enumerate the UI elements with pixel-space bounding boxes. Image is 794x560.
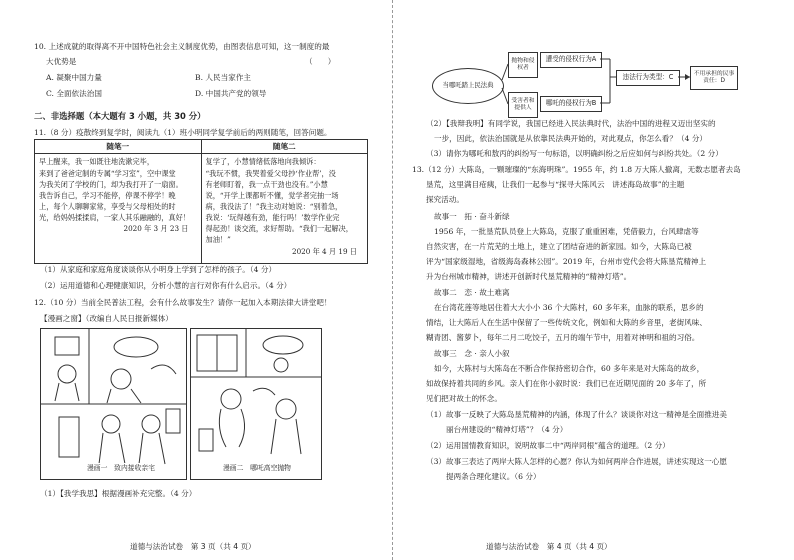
note1-line: 为我关闭了学校的门，却为我打开了一扇窗。: [39, 179, 183, 189]
note2-line: 复学了，小慧情绪低落地向我倾诉：: [205, 157, 321, 167]
note1-title: 随笔一: [35, 140, 202, 154]
note1-line: 上，每个人聊聊家常，享受与父母相处的时: [39, 202, 176, 212]
q10-option-a[interactable]: A. 凝聚中国力量: [46, 73, 102, 82]
story2-line: 糊青团、酱萝卜，每年二月二吃饺子，五月的端午节中，用着对神明和祖的习俗。: [426, 333, 700, 342]
q13-sub2: （2）运用国情教育知识，说明故事二中“两岸同根”蕴含的道理。（2 分）: [426, 441, 670, 450]
note2-line: 我说：‘玩得越有劲，能行吗！’数学作业完: [205, 213, 340, 223]
q13-sub1-cont: 丽台州建设的“精神灯塔”？（4 分）: [446, 425, 568, 434]
diagram-left-label: 遭受的侵权行为A: [540, 52, 602, 68]
q10-answer-paren: （ ）: [305, 57, 336, 66]
comic-panel-1-drawing: [41, 329, 186, 479]
q13-stem-line3: 探究活动。: [426, 195, 464, 204]
q12-comic-title: 【漫画之窗】（改编自人民日报新媒体）: [40, 314, 173, 323]
note1-date: 2020 年 3 月 23 日: [123, 224, 189, 234]
right-footer: 道德与法治试卷 第 4 页（共 4 页）: [486, 542, 612, 551]
q13-stem-line2: 垦荒，这里满目疮痍，让我们一起参与“探寻大陈风云 讲述海岛故事”的主题: [426, 180, 685, 189]
diagram-middle-box: 违法行为类型：C: [616, 70, 680, 86]
note2-line: 得起劲！谈交流，求好帮助。“我们一起解决，: [205, 224, 353, 234]
diagram-connectors: [400, 0, 794, 130]
note2-line: “我玩不惯，我哭着爱父母抄‘作业帮’，没: [205, 168, 336, 178]
q13-sub1: （1）故事一反映了大陈岛垦荒精神的内涵，体现了什么？谈谈你对这一精神是全面推进美: [426, 410, 727, 419]
story3-line: 如故保持着共同的乡风。亲人们在你小叙时说：我们已在近期见面的 20 多年了，所: [426, 379, 707, 388]
q12-stem: 12.（10 分）当前全民普法工程，会有什么故事发生？请你一起加入本期法律大讲堂吧！: [34, 298, 332, 307]
comic-panel-2-drawing: [191, 329, 321, 479]
diagram-lower-label: 哪吒的侵权行为B: [540, 96, 602, 112]
diagram-right-box: 不用承担的民事责任：D: [690, 66, 738, 90]
q10-option-d[interactable]: D. 中国共产党的领导: [195, 89, 267, 98]
q13-sub3: （3）故事三表达了两岸大陈人怎样的心愿？你认为如何两岸合作进展，讲述实现这一心愿: [426, 457, 727, 466]
panel2-caption: 漫画二 哪吒高空抛物: [223, 464, 291, 472]
q11-stem: 11.（8 分）疫散终到复学时，阅读九（1）班小明同学复学前后的两则随笔，回答问题。: [34, 128, 332, 137]
story2-title: 故事二 恋 · 故土难离: [434, 288, 510, 297]
q12-sub2-line1: （2）【我辩我明】有同学说，我国已经进入民法典时代，法治中国的进程又迈出坚实的: [426, 119, 716, 128]
note1-line: 我告诉自己，学习不能停，停课不停学！晚: [39, 190, 176, 200]
panel1-caption: 漫画一 致内接收亲宅: [87, 464, 155, 472]
diagram-center-oval: 当哪吒踏上民法典: [432, 68, 504, 104]
q10-option-c[interactable]: C. 全面依法治国: [46, 89, 102, 98]
q12-sub2-line2: 一步，因此，依法治国就是从依靠民法典开始的，对此观点，你怎么看？（4 分）: [434, 134, 708, 143]
story3-line: 如今，大陈村与大陈岛在不断合作保持密切合作，60 多年来是对大陈岛的故乡，: [434, 364, 705, 373]
right-page: [400, 0, 794, 560]
diagram-top-box: 抛物和侵权者: [508, 52, 538, 78]
story2-line: 情结，让大陈后人在生活中保留了一些传统文化，例如和大陈的乡音里，老街风味、: [426, 318, 707, 327]
note2-line: 有老师盯着，我一点干劲也没有。”小慧: [205, 179, 328, 189]
story1-line: 升为台州城市精神，讲述开创新时代垦荒精神的“精神灯塔”。: [426, 272, 632, 281]
story3-line: 见们把对故土的怀念。: [426, 394, 502, 403]
q12-sub3: （3）请你为哪吒和敖丙的纠纷写一句标语，以明确纠纷之后应如何与纠纷共处。（2 分）: [426, 149, 723, 158]
note2-date: 2020 年 4 月 19 日: [292, 246, 357, 256]
q11-sub1: （1）从家庭和家庭角度谈谈你从小明身上学到了怎样的孩子。（4 分）: [40, 265, 277, 274]
q10-stem-line2: 大优势是: [46, 57, 77, 66]
note2-title: 随笔二: [201, 140, 368, 154]
diagram-bottom-box: 受害者和提供人: [508, 92, 538, 118]
note2-line: 说，“开学上课都听不懂，觉学者完抽一场: [205, 190, 339, 200]
note1-line: 早上醒来，我一如既往地洗漱完毕，: [39, 157, 155, 167]
note2-line: 病，我没法了！”我主动对她说：“别着急，: [205, 202, 343, 212]
story1-line: 评为“国家级湿地，省级海岛森林公园”。2019 年，台州市党代会将大陈垦荒精神上: [426, 257, 707, 266]
story1-title: 故事一 拓 · 奋斗新绿: [434, 212, 510, 221]
left-page: [0, 0, 386, 560]
note2-body: [201, 154, 368, 264]
q12-sub1: （1）【我学我思】根据漫画补充完整。（4 分）: [40, 489, 197, 498]
story2-line: 在台湾花莲等地居住着大大小小 36 个大陈村，60 多年来，血脉的联系，思乡的: [434, 303, 704, 312]
note1-line: 来到了爸爸定制的专属“学习室”，空中课堂: [39, 168, 176, 178]
comic-panel-1: [40, 328, 187, 480]
section-heading: 二、非选择题（本大题有 3 小题，共 30 分）: [34, 111, 206, 121]
story1-line: 1956 年，一批垦荒队员登上大陈岛，克服了重重困难，凭借毅力，台风肆虐等: [434, 227, 699, 236]
comic-panel-2: [190, 328, 322, 480]
q13-stem-line1: 13.（12 分）大陈岛，一颗璀璨的“东海明珠”。1955 年，约 1.8 万大陈人撤离，无数志愿者去岛: [412, 165, 741, 174]
story3-title: 故事三 念 · 亲人小叙: [434, 349, 510, 358]
q11-sub2: （2）运用道德和心理健康知识，分析小慧的言行对你有什么启示。（4 分）: [40, 281, 292, 290]
q10-option-b[interactable]: B. 人民当家作主: [195, 73, 251, 82]
note2-line: 加油！”: [205, 235, 231, 245]
q11-notes-table: [34, 139, 368, 264]
note1-body: [35, 154, 202, 264]
page-divider: [386, 0, 400, 560]
story1-line: 自然灾害，在一片荒芜的土地上，建立了团结奋进的新家园。如今，大陈岛已被: [426, 242, 692, 251]
note1-line: 光，给妈妈揉揉肩，一家人其乐融融的，真好！: [39, 213, 190, 223]
q10-stem-line1: 10. 上述成就的取得离不开中国特色社会主义制度优势，由图表信息可知，这一制度的最: [34, 42, 330, 51]
left-footer: 道德与法治试卷 第 3 页（共 4 页）: [130, 542, 256, 551]
q13-sub3-cont: 提两条合理化建议。（6 分）: [446, 472, 541, 481]
